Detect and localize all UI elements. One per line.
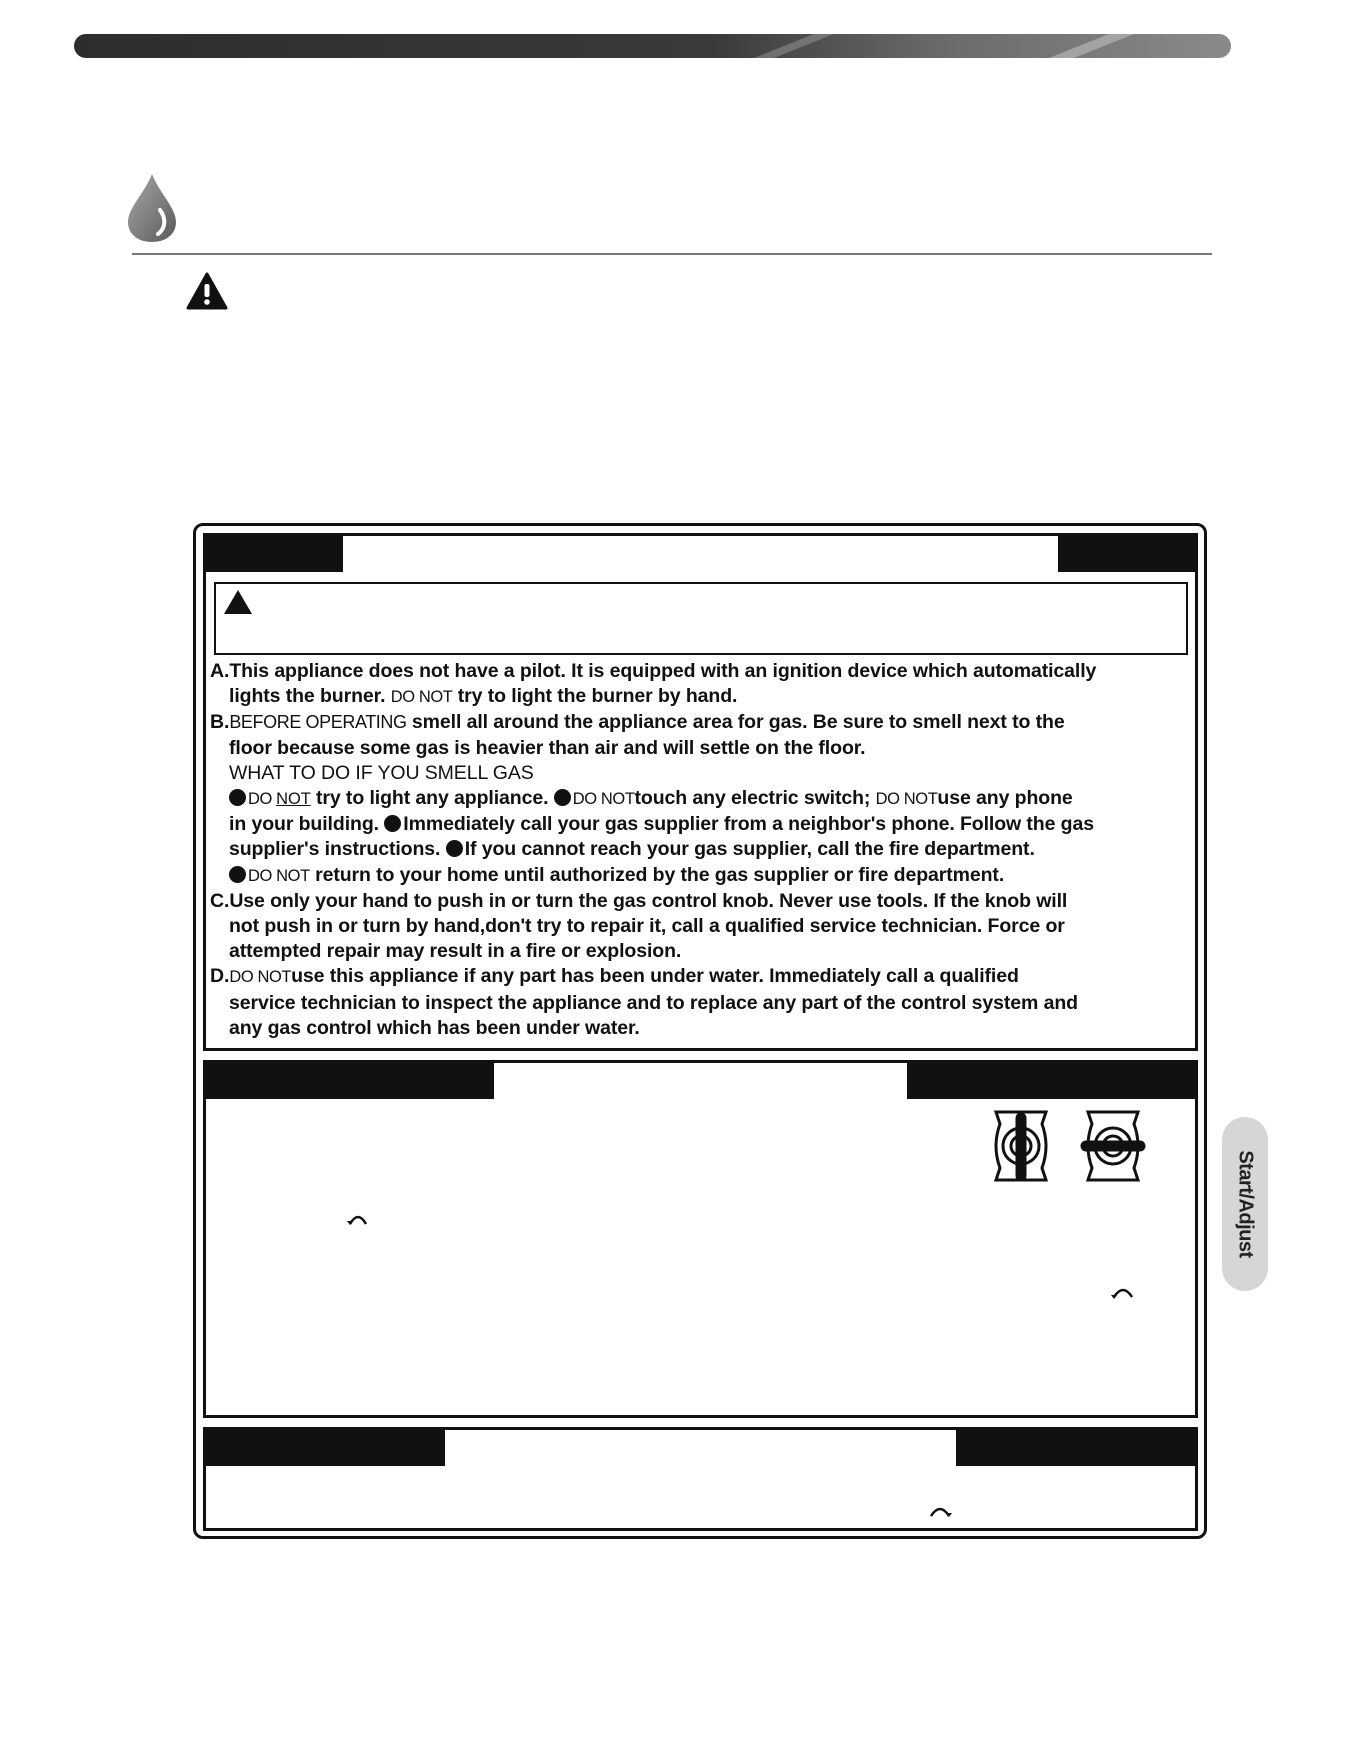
- warning-icon: [186, 272, 228, 310]
- instruction-c: C.Use only your hand to push in or turn the gas control knob. Never use tools. If the knob will not push in or turn by hand,don't try to repair it, call a qualified service technician. Force or attempted repair may result in a fire or explosion.: [210, 889, 1068, 963]
- section-band-right: [907, 1063, 1195, 1099]
- instruction-a: A.This appliance does not have a pilot. It is equipped with an ignition device which automatically lights the burner. DO NOT try to light the burner by hand.: [210, 660, 1097, 708]
- section-band-left: [206, 536, 343, 572]
- bullet-icon: [384, 815, 401, 832]
- section-band-right: [956, 1430, 1195, 1466]
- header-bar-stripes: [74, 34, 1231, 58]
- water-drop-icon: [124, 172, 180, 244]
- valve-off-icon: [1082, 1112, 1144, 1180]
- safety-instructions-list: [210, 659, 1200, 1041]
- warning-triangle-icon: [222, 588, 254, 616]
- bullet-icon: [446, 840, 463, 857]
- section-band-left: [206, 1430, 445, 1466]
- side-tab-label: Start/Adjust: [1234, 1150, 1257, 1258]
- valve-on-icon: [996, 1112, 1046, 1180]
- bullet-icon: [229, 866, 246, 883]
- section-divider: [132, 253, 1212, 255]
- warning-box: [214, 582, 1188, 655]
- turn-off-gas-section: [203, 1427, 1198, 1531]
- bullet-icon: [554, 789, 571, 806]
- clockwise-arrow-icon: [1110, 1283, 1136, 1299]
- instruction-d: D.DO NOTuse this appliance if any part has been under water. Immediately call a qualified service technician to inspect the appliance and to replace any part of the control system and any gas control which has been under water.: [210, 965, 1078, 1039]
- gas-valve-diagram: [990, 1108, 1150, 1188]
- clockwise-arrow-icon: [928, 1502, 952, 1518]
- section-band-right: [1058, 536, 1195, 572]
- header-bar: [74, 34, 1231, 58]
- side-tab-start-adjust[interactable]: [1222, 1117, 1268, 1291]
- instruction-b: B.BEFORE OPERATING smell all around the appliance area for gas. Be sure to smell next to the floor because some gas is heavier than air and will settle on the floor. WHAT TO DO IF YOU SMELL GAS DO NOT try to light any appliance. DO NOTtouch any electric switch; DO NOTuse any phone in your building. Immediately call your gas supplier from a neighbor's phone. Follow the gas supplier's instructions. If you cannot reach your gas supplier, call the fire department. DO NOT return to your home until authorized by the gas supplier or fire department.: [210, 711, 1094, 886]
- section-band-left: [206, 1063, 494, 1099]
- bullet-icon: [229, 789, 246, 806]
- counterclockwise-arrow-icon: [347, 1210, 369, 1226]
